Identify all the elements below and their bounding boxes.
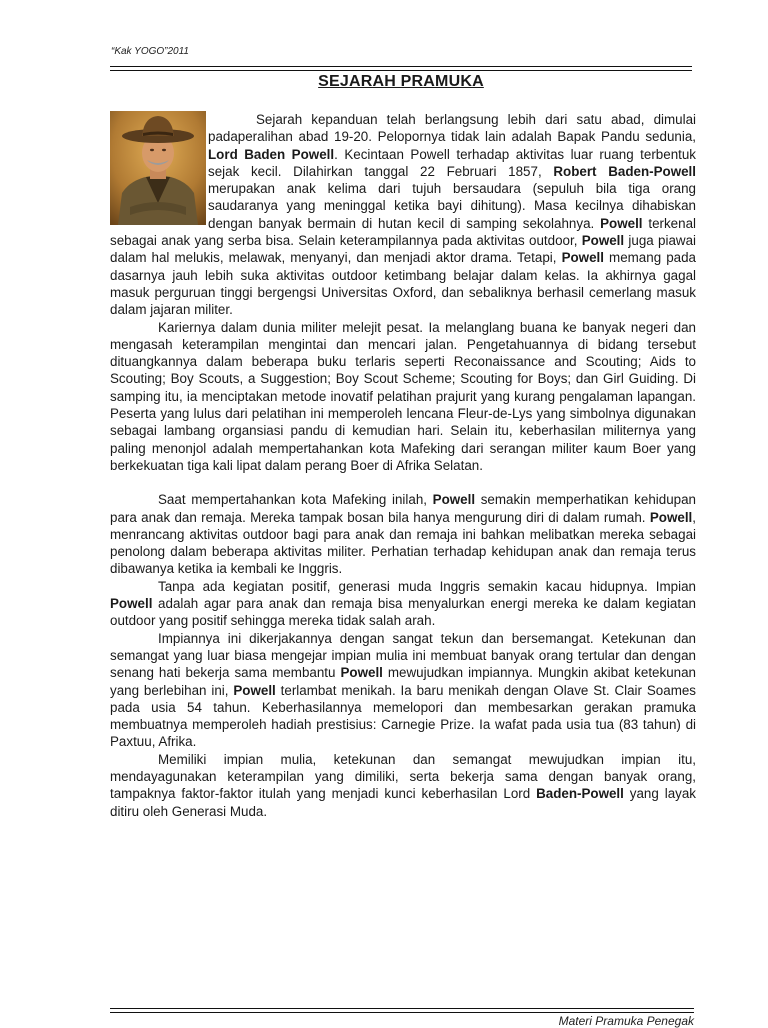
p4-text-2: adalah agar para anak dan remaja bisa menyalurkan energi mereka ke dalam kegiatan outdoor yang positif sehingga mereka tidak salah arah.: [110, 596, 696, 629]
top-rule: [110, 66, 692, 67]
paragraph-gap: [110, 474, 696, 491]
p1-bold-3: Powell: [600, 215, 643, 231]
p5-bold-2: Powell: [233, 682, 276, 698]
paragraph-6: [110, 751, 696, 820]
bottom-rule-double: [110, 1012, 694, 1013]
p1-bold-4: Powell: [581, 233, 625, 249]
p1-bold-1: Lord Baden Powell: [208, 146, 335, 162]
photo-float-space: [110, 111, 208, 225]
p1-text-2: . Kecintaan Powell terhadap aktivitas luar ruang terbentuk sejak kecil. Dilahirkan tanggal 22 Februari 1857,: [208, 146, 696, 179]
p5-text-2: mewujudkan impiannya. Mungkin akibat ketekunan yang berlebihan ini,: [110, 665, 696, 698]
p1-text-6: memang pada dasarnya jauh lebih suka aktivitas outdoor ketimbang belajar dalam kelas. Ia akhirnya gagal masuk perguruan tinggi bergengsi Universitas Oxford, dan sebaliknya berhasil cemerlang masuk dalam jajaran militer.: [110, 250, 696, 318]
p5-text-1: Impiannya ini dikerjakannya dengan sangat tekun dan bersemangat. Ketekunan dan semangat yang luar biasa mengejar impian mulia ini membuat banyak orang tertular dan dengan senang hati bekerja sama membantu: [110, 630, 696, 681]
p1-bold-5: Powell: [561, 250, 604, 266]
article-body: [110, 111, 696, 820]
p5-text-3: terlambat menikah. Ia baru menikah dengan Olave St. Clair Soames pada usia 54 tahun. Keberhasilannya memelopori dan membesarkan gerakan pramuka membuatnya memperoleh hadiah prestisius: Carnegie Prize. Ia wafat pada usia tua (83 tahun) di Paxtuu, Afrika.: [110, 682, 696, 750]
p3-text-3: , menrancang aktivitas outdoor bagi para anak dan remaja ini bahkan melibatkan mereka sebagai penolong dalam beberapa aktivitas militer. Perhatian terhadap kehidupan anak dan remaja terus dibawanya ketika ia kembali ke Inggris.: [110, 509, 696, 577]
top-rule-double: [110, 70, 692, 71]
p1-bold-2: Robert Baden-Powell: [553, 163, 696, 179]
p3-bold-1: Powell: [432, 492, 476, 508]
p4-text-1: Tanpa ada kegiatan positif, generasi muda Inggris semakin kacau hidupnya. Impian: [158, 578, 696, 594]
p3-bold-2: Powell: [649, 509, 693, 525]
paragraph-3: [110, 491, 696, 577]
p3-text-1: Saat mempertahankan kota Mafeking inilah,: [158, 492, 433, 508]
p1-text-4: terkenal sebagai anak yang serba bisa. Selain keterampilannya pada aktivitas outdoor,: [110, 215, 697, 249]
p1-text-5: juga piawai dalam hal melukis, melawak, menyanyi, dan menjadi aktor drama. Tetapi,: [110, 233, 696, 266]
p1-text-1: Sejarah kepanduan telah berlangsung lebih dari satu abad, dimulai padaperalihan abad 19-20. Pelopornya tidak lain adalah Bapak Pandu sedunia,: [208, 112, 696, 145]
p6-text-1: Memiliki impian mulia, ketekunan dan semangat mewujudkan impian itu, mendayagunakan keterampilan yang dimiliki, serta bekerja sama dengan banyak orang, tampaknya faktor-faktor itulah yang menjadi kunci keberhasilan Lord: [110, 751, 696, 802]
p4-bold-1: Powell: [110, 596, 153, 612]
p6-text-2: yang layak ditiru oleh Generasi Muda.: [110, 786, 696, 819]
header-note: “Kak YOGO”2011: [111, 46, 189, 57]
paragraph-4: [110, 578, 696, 630]
page-title: SEJARAH PRAMUKA: [318, 73, 484, 90]
paragraph-2: Kariernya dalam dunia militer melejit pesat. Ia melanglang buana ke banyak negeri dan mengasah keterampilan mengintai dan mencari jalan. Pengetahuannya di bidang tersebut dituangkannya dalam beberapa buku terlaris seperti Reconaissance and Scouting; Aids to Scouting; Boy Scouts, a Suggestion; Boy Scout Scheme; Scouting for Boys; dan Girl Guiding. Di samping itu, ia menciptakan metode inovatif pelatihan prajurit yang kurang pengalaman lapangan. Peserta yang lulus dari pelatihan ini memperoleh lencana Fleur-de-Lys yang simbolnya digunakan sebagai lambang organsiasi pandu di kemudian hari. Selain itu, keberhasilan militernya yang paling menonjol adalah mempertahankan kota Mafeking dari serangan militer kaum Boer yang berkekuatan tiga kali lipat dalam perang Boer di Afrika Selatan.: [110, 319, 696, 473]
p6-bold-1: Baden-Powell: [536, 786, 624, 802]
p3-text-2: semakin memperhatikan kehidupan para anak dan remaja. Mereka tampak bosan bila hanya mengurung diri di dalam rumah.: [110, 492, 696, 525]
bottom-rule: [110, 1008, 694, 1009]
p1-text-3: merupakan anak kelima dari tujuh bersaudara (sepuluh bila tiga orang saudaranya yang meninggal ketika bayi dihitung). Masa kecilnya dihabiskan dengan banyak bermain di hutan kecil di samping sekolahnya.: [208, 181, 696, 231]
footer-note: Materi Pramuka Penegak: [558, 1014, 694, 1028]
p5-bold-1: Powell: [340, 665, 383, 681]
paragraph-5: [110, 630, 696, 751]
paragraph-1: [110, 111, 696, 319]
